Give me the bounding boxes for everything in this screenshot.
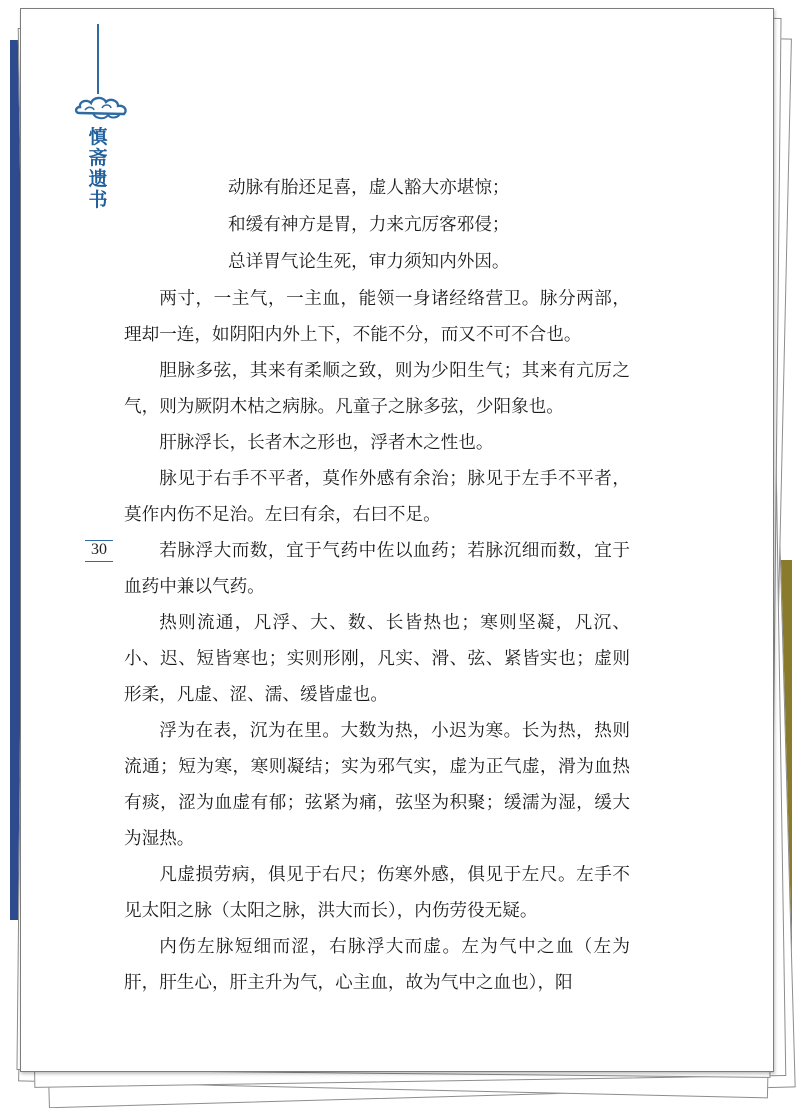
paragraph: 脉见于右手不平者，莫作外感有余治；脉见于左手不平者，莫作内伤不足治。左曰有余，右曰不足。 — [124, 469, 630, 525]
verse-line: 总详胃气论生死，审力须知内外因。 — [228, 252, 510, 272]
paragraph: 凡虚损劳病，俱见于右尺；伤寒外感，俱见于左尺。左手不见太阳之脉（太阳之脉，洪大而长），内伤劳役无疑。 — [124, 865, 630, 921]
spine-title: 慎斋遗书 — [88, 126, 108, 211]
paragraph: 浮为在表，沉为在里。大数为热，小迟为寒。长为热，热则流通；短为寒，寒则凝结；实为邪气实，虚为正气虚，滑为血热有痰，涩为血虚有郁；弦紧为痛，弦坚为积聚；缓濡为湿，缓大为湿热。 — [124, 721, 630, 849]
paragraph: 胆脉多弦，其来有柔顺之致，则为少阳生气；其来有亢厉之气，则为厥阴木枯之病脉。凡童子之脉多弦，少阳象也。 — [124, 361, 630, 417]
cloud-icon — [73, 89, 133, 123]
paragraph: 肝脉浮长，长者木之形也，浮者木之性也。 — [159, 433, 494, 453]
page-number-rule — [85, 561, 113, 562]
paragraph: 热则流通，凡浮、大、数、长皆热也；寒则坚凝，凡沉、小、迟、短皆寒也；实则形刚，凡实、滑、弦、紧皆实也；虚则形柔，凡虚、涩、濡、缓皆虚也。 — [124, 613, 630, 705]
verse-line: 和缓有神方是胃，力来亢厉客邪侵； — [228, 215, 510, 235]
body-text — [124, 170, 630, 1001]
paragraph: 内伤左脉短细而涩，右脉浮大而虚。左为气中之血（左为肝，肝生心，肝主升为气，心主血，故为气中之血也），阳 — [124, 937, 630, 993]
header-hanging-line — [97, 24, 99, 94]
verse-line: 动脉有胎还足喜，虚人豁大亦堪惊； — [228, 178, 510, 198]
paragraph: 若脉浮大而数，宜于气药中佐以血药；若脉沉细而数，宜于血药中兼以气药。 — [124, 541, 630, 597]
page-number: 30 — [91, 541, 107, 558]
paragraph: 两寸，一主气，一主血，能领一身诸经络营卫。脉分两部，理却一连，如阴阳内外上下，不能不分，而又不可不合也。 — [124, 289, 630, 345]
